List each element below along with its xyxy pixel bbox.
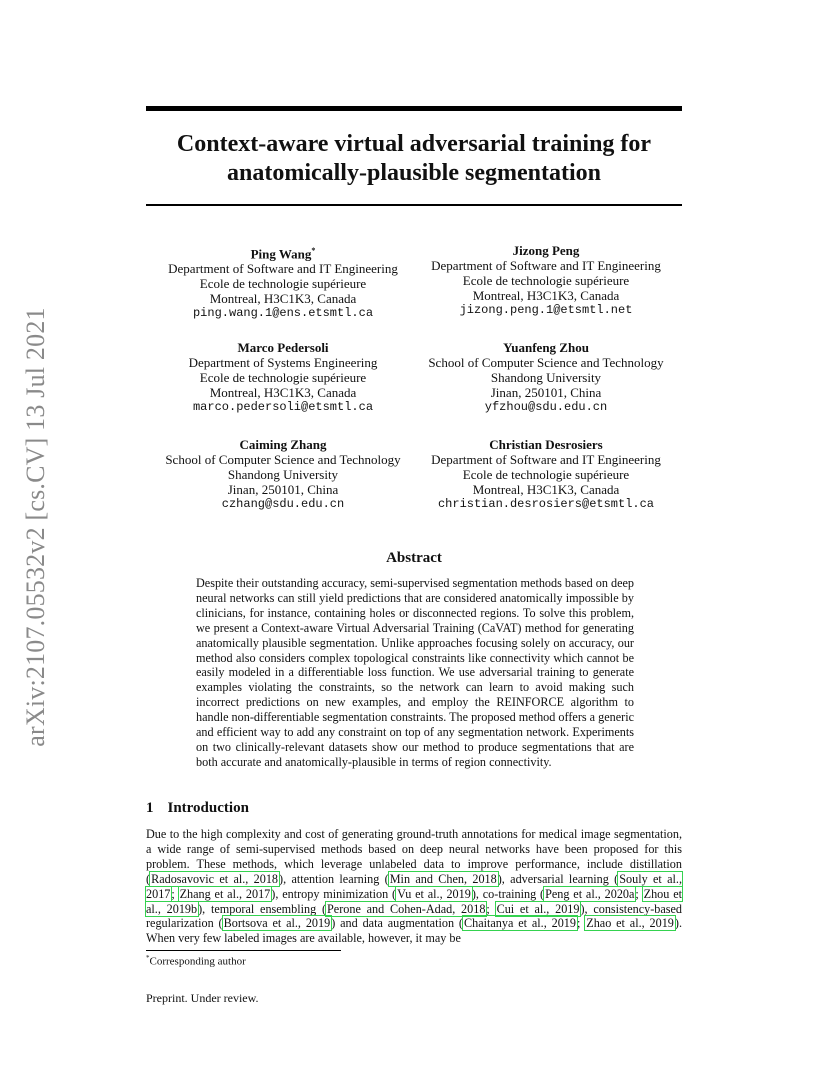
footnote-text: Corresponding author: [149, 955, 246, 968]
author-location: Montreal, H3C1K3, Canada: [209, 385, 357, 400]
section-title: Introduction: [167, 800, 249, 816]
citation-link[interactable]: Peng et al., 2020a: [545, 886, 635, 901]
citation-link[interactable]: Chaitanya et al., 2019: [463, 916, 576, 931]
title-top-rule: [146, 106, 682, 111]
citation-link[interactable]: Zhou et al., 2019b: [146, 886, 682, 916]
author-department: Department of Software and IT Engineering: [168, 261, 398, 277]
author-block-1: [133, 243, 433, 321]
author-institution: Ecole de technologie supérieure: [462, 273, 630, 288]
author-email: jizong.peng.1@etsmtl.net: [459, 303, 633, 317]
author-email: czhang@sdu.edu.cn: [221, 497, 345, 511]
footnote-mark: *: [146, 954, 150, 962]
citation-link[interactable]: Zhang et al., 2017: [179, 886, 271, 901]
author-location: Jinan, 250101, China: [227, 482, 339, 497]
arxiv-stamp-text: arXiv:2107.05532v2 [cs.CV] 13 Jul 2021: [21, 307, 50, 747]
author-name: Ping Wang*: [250, 246, 316, 262]
author-department: Department of Software and IT Engineering: [431, 452, 661, 467]
author-footnote-mark: *: [311, 246, 316, 255]
paper-title: [146, 130, 682, 188]
author-block-3: [133, 340, 433, 415]
author-block-2: [396, 243, 696, 318]
author-name: Christian Desrosiers: [489, 437, 603, 452]
author-institution: Ecole de technologie supérieure: [462, 467, 630, 482]
arxiv-identifier-stamp: [14, 296, 58, 758]
citation-link[interactable]: Souly et al., 2017: [146, 871, 682, 901]
title-line-2: anatomically-plausible segmentation: [226, 160, 601, 186]
author-department: School of Computer Science and Technology: [165, 452, 401, 467]
author-email: christian.desrosiers@etsmtl.ca: [437, 497, 655, 511]
author-department: School of Computer Science and Technology: [428, 355, 664, 370]
citation-link[interactable]: Zhao et al., 2019: [586, 916, 674, 931]
author-name: Jizong Peng: [512, 243, 580, 258]
author-department: Department of Software and IT Engineering: [431, 258, 661, 273]
title-line-1: Context-aware virtual adversarial training for: [176, 131, 652, 157]
citation-link[interactable]: Min and Chen, 2018: [389, 871, 497, 886]
abstract-text: Despite their outstanding accuracy, semi-supervised segmentation methods based on deep neural networks can still yield predictions that are considered anatomically impossible by clinicians, for instance, containing holes or disconnected regions. To solve this problem, we present a Context-aware Virtual Adversarial Training (CaVAT) method for generating anatomically plausible segmentation. Unlike approaches focusing solely on accuracy, our method also considers complex topological constraints like connectivity which cannot be easily modeled in a differentiable loss function. We use adversarial training to generate examples violating the constraints, so the network can learn to avoid making such incorrect predictions on new examples, and employ the REINFORCE algorithm to handle non-differentiable segmentation constraints. The proposed method offers a generic and efficient way to add any constraint on top of any segmentation network. Experiments on two clinically-relevant datasets show our method to produce segmentations that are both accurate and anatomically-plausible in terms of region connectivity.: [196, 576, 634, 769]
author-institution: Ecole de technologie supérieure: [199, 370, 367, 385]
author-location: Montreal, H3C1K3, Canada: [209, 291, 357, 307]
author-institution: Shandong University: [227, 467, 339, 482]
author-block-6: [396, 437, 696, 512]
citation-link[interactable]: Vu et al., 2019: [397, 886, 471, 901]
author-location: Montreal, H3C1K3, Canada: [472, 288, 620, 303]
author-institution: Ecole de technologie supérieure: [199, 276, 367, 292]
citation-link[interactable]: Radosavovic et al., 2018: [151, 871, 279, 886]
author-email: yfzhou@sdu.edu.cn: [484, 400, 608, 414]
author-email: ping.wang.1@ens.etsmtl.ca: [192, 306, 374, 321]
author-location: Montreal, H3C1K3, Canada: [472, 482, 620, 497]
author-institution: Shandong University: [490, 370, 602, 385]
footnote-rule: [146, 950, 341, 951]
preprint-note: Preprint. Under review.: [146, 991, 259, 1005]
section-heading: [146, 800, 249, 817]
section-number: 1: [146, 800, 154, 816]
title-bottom-rule: [146, 204, 682, 206]
author-block-5: [133, 437, 433, 512]
author-name: Marco Pedersoli: [237, 340, 329, 355]
author-department: Department of Systems Engineering: [188, 355, 378, 370]
author-location: Jinan, 250101, China: [490, 385, 602, 400]
citation-link[interactable]: Cui et al., 2019: [496, 901, 580, 916]
citation-link[interactable]: Bortsova et al., 2019: [223, 916, 331, 931]
author-email: marco.pedersoli@etsmtl.ca: [192, 400, 374, 414]
author-block-4: [396, 340, 696, 415]
introduction-paragraph: Due to the high complexity and cost of generating ground-truth annotations for medical image segmentation, a wide range of semi-supervised methods based on deep neural networks have been proposed for this problem. These methods, which leverage unlabeled data to improve performance, include distillation (Radosavovic et al., 2018), attention learning (Min and Chen, 2018), adversarial learning (Souly et al., 2017; Zhang et al., 2017), entropy minimization (Vu et al., 2019), co-training (Peng et al., 2020a; Zhou et al., 2019b), temporal ensembling (Perone and Cohen-Adad, 2018; Cui et al., 2019), consistency-based regularization (Bortsova et al., 2019) and data augmentation (Chaitanya et al., 2019; Zhao et al., 2019). When very few labeled images are available, however, it may be: [146, 827, 683, 946]
citation-link[interactable]: Perone and Cohen-Adad, 2018: [327, 901, 486, 916]
author-name: Yuanfeng Zhou: [503, 340, 589, 355]
footnote: [146, 954, 246, 968]
abstract-heading: Abstract: [386, 550, 442, 566]
author-name: Caiming Zhang: [239, 437, 327, 452]
